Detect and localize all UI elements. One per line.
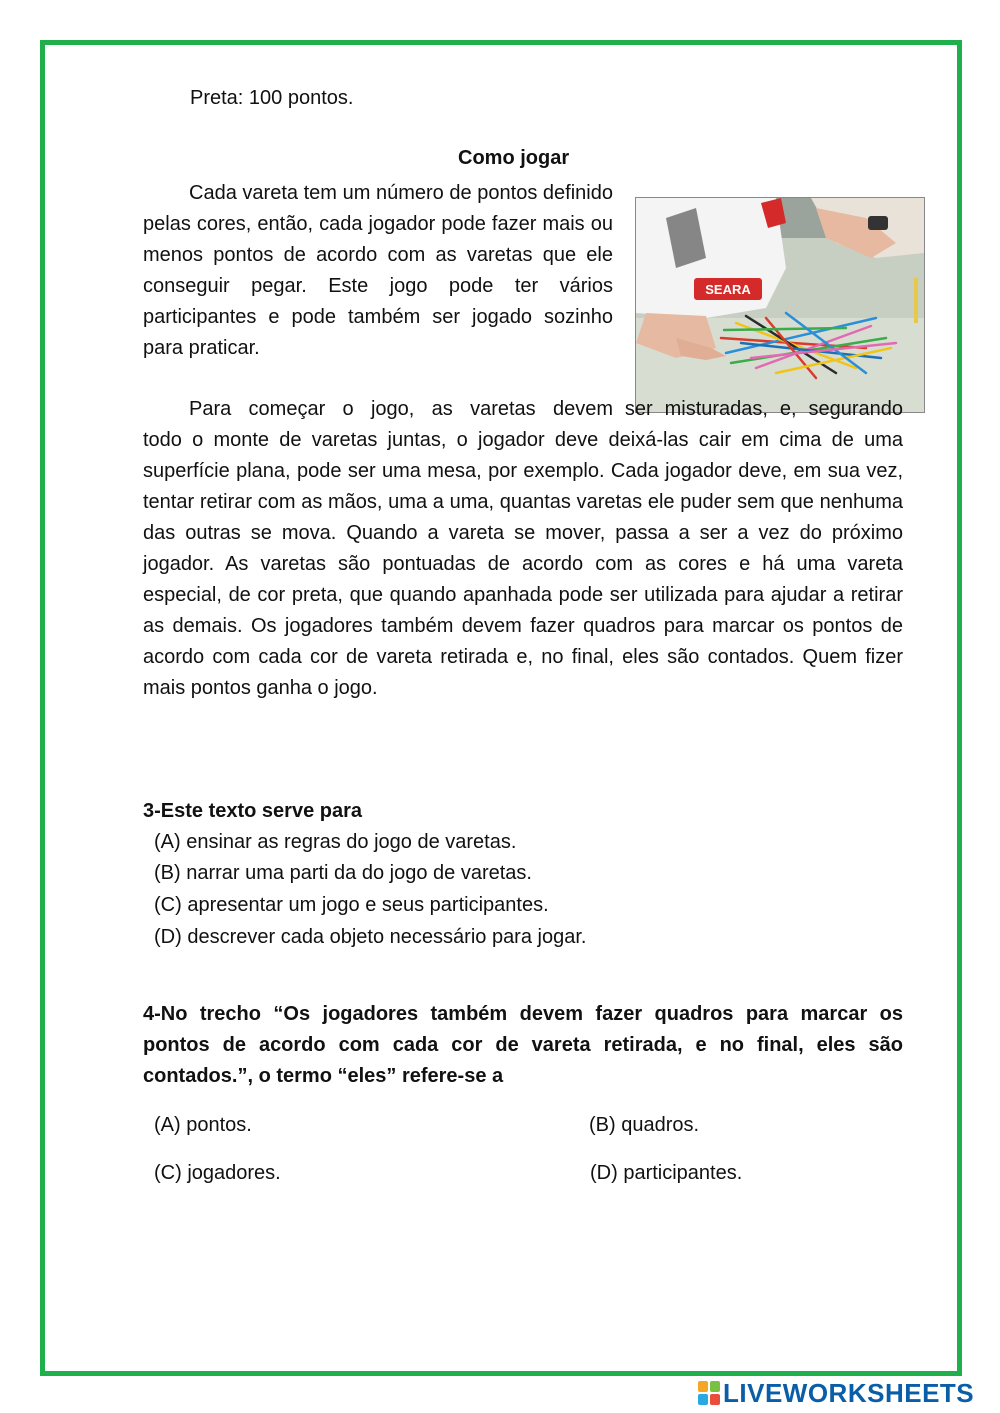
question-4-option-b[interactable]: (B) quadros. xyxy=(589,1114,700,1136)
paragraph-1: Cada vareta tem um número de pontos definido pelas cores, então, cada jogador pode fazer mais ou menos pontos de acordo com as varetas que ele conseguir pegar. Este jogo pode ter vários participantes e pode também ser jogado sozinho para praticar. xyxy=(143,182,613,359)
question-4-option-a[interactable]: (A) pontos. xyxy=(154,1114,252,1136)
question-3-prompt: 3-Este texto serve para xyxy=(143,800,363,822)
paragraph-2-rest: ser misturadas, e, segurando todo o monte de varetas juntas, o jogador deve deixá-las cair em cima de uma superfície plana, pode ser uma mesa, por exemplo. Cada jogador deve, em sua vez, tentar retirar com as mãos, uma a uma, quantas varetas ele puder sem que nenhuma das outras se mova. Quando a vareta se mover, passa a ser a vez do próximo jogador. As varetas são pontuadas de acordo com as cores e há uma vareta especial, de cor preta, que quando apanhada pode ser utilizada para ajudar a retirar as demais. Os jogadores também devem fazer quadros para marcar os pontos de acordo com cada cor de vareta retirada e, no final, eles são contados. Quem fizer mais pontos ganha o jogo. xyxy=(143,398,903,699)
liveworksheets-logo xyxy=(698,1378,974,1408)
question-4-option-d[interactable]: (D) participantes. xyxy=(590,1162,743,1184)
question-4-prompt: 4-No trecho “Os jogadores também devem fazer quadros para marcar os pontos de acordo com cada cor de vareta retirada, e no final, eles são contados.”, o termo “eles” refere-se a xyxy=(143,1003,903,1087)
photo-shirt-text: SEARA xyxy=(705,282,751,297)
section-title: Como jogar xyxy=(458,147,570,169)
question-3-option-b[interactable]: (B) narrar uma parti da do jogo de varetas. xyxy=(154,862,532,884)
game-photo xyxy=(635,197,925,413)
points-line: Preta: 100 pontos. xyxy=(190,87,354,109)
question-4-option-c[interactable]: (C) jogadores. xyxy=(154,1162,281,1184)
logo-mark-icon xyxy=(698,1381,720,1405)
game-photo-illustration xyxy=(636,198,924,412)
logo-text: LIVEWORKSHEETS xyxy=(723,1377,975,1408)
question-3-option-d[interactable]: (D) descrever cada objeto necessário para jogar. xyxy=(154,926,587,948)
paragraph-2 xyxy=(143,394,903,704)
question-3-option-a[interactable]: (A) ensinar as regras do jogo de varetas. xyxy=(154,831,517,853)
paragraph-2-start: Para começar o jogo, as varetas devem xyxy=(189,398,613,420)
question-3-option-c[interactable]: (C) apresentar um jogo e seus participantes. xyxy=(154,894,549,916)
